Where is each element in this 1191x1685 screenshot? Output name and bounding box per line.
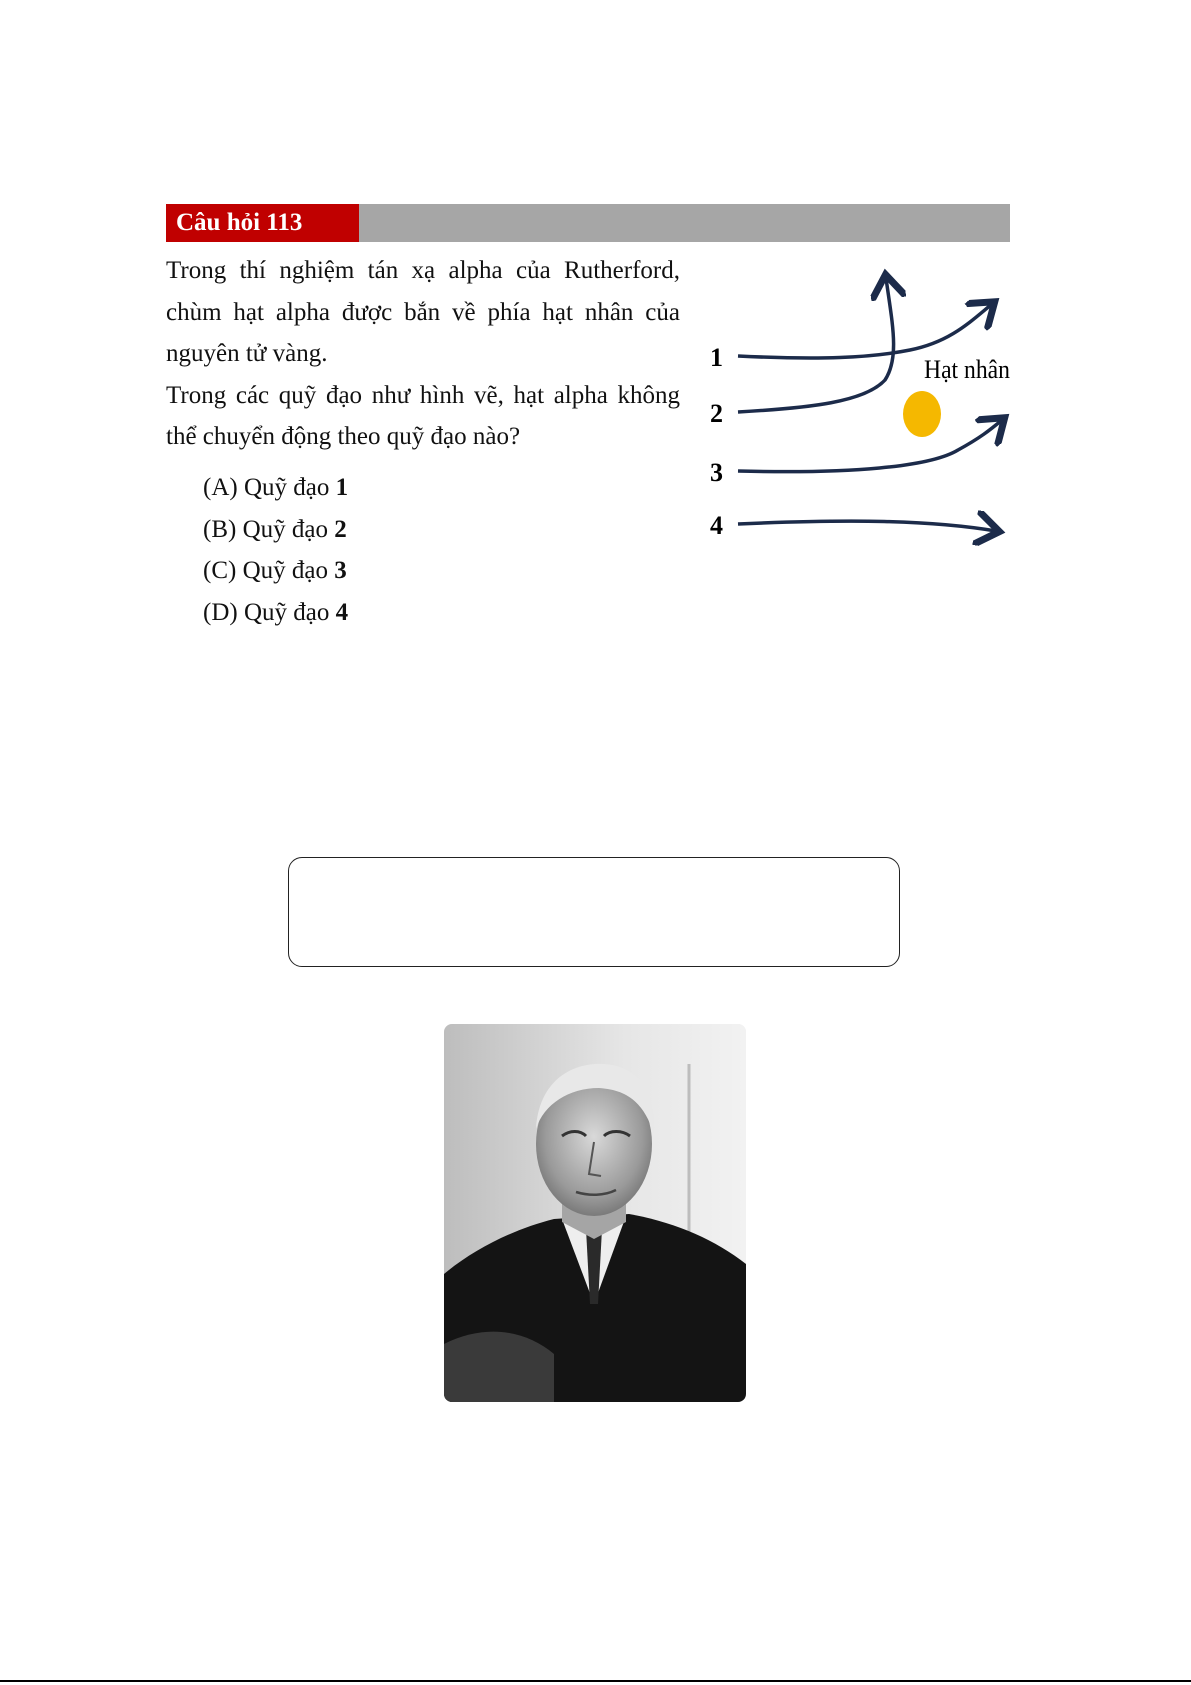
trajectory-2: [738, 278, 894, 412]
trajectory-4: [738, 521, 996, 531]
option-b-value: 2: [334, 515, 347, 543]
question-paragraph-2: Trong các quỹ đạo như hình vẽ, hạt alpha không thể chuyển động theo quỹ đạo nào?: [166, 381, 680, 450]
trajectory-1: [738, 304, 992, 358]
option-c[interactable]: [203, 550, 348, 592]
question-number: Câu hỏi 113: [166, 204, 359, 242]
answer-box[interactable]: [288, 857, 900, 967]
nucleus: [903, 391, 941, 437]
question-text: [166, 250, 680, 458]
option-a-prefix: (A) Quỹ đạo: [203, 474, 336, 501]
question-paragraph-1: Trong thí nghiệm tán xạ alpha của Rutherford, chùm hạt alpha được bắn về phía hạt nhân của nguyên tử vàng.: [166, 257, 680, 367]
rutherford-diagram: [700, 262, 1020, 552]
answer-options: [203, 467, 348, 633]
option-a[interactable]: [203, 467, 348, 509]
option-b[interactable]: [203, 509, 348, 551]
question-header-bar: [166, 204, 1010, 242]
footer-rule: [0, 1680, 1191, 1682]
scientist-portrait-photo: [444, 1024, 746, 1402]
option-c-value: 3: [334, 557, 347, 584]
trajectory-label-3: 3: [710, 458, 723, 487]
option-c-prefix: (C) Quỹ đạo: [203, 557, 335, 584]
option-d[interactable]: [203, 592, 348, 634]
trajectory-label-1: 1: [710, 343, 723, 372]
nucleus-label: Hạt nhân: [924, 355, 1010, 384]
trajectory-label-4: 4: [710, 511, 723, 540]
option-b-prefix: (B) Quỹ đạo: [203, 515, 335, 543]
option-d-value: 4: [335, 598, 349, 626]
trajectory-3: [738, 420, 1002, 472]
option-a-value: 1: [335, 474, 349, 501]
option-d-prefix: (D) Quỹ đạo: [203, 598, 336, 626]
trajectory-label-2: 2: [710, 399, 723, 428]
